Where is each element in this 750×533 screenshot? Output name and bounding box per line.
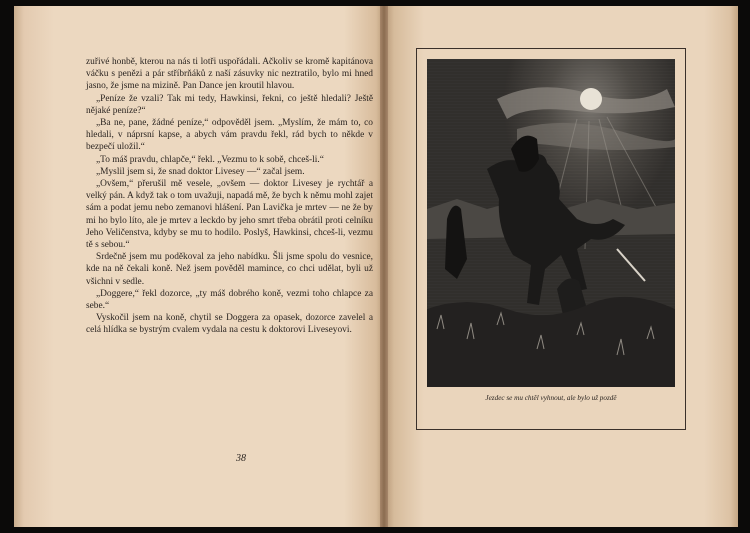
paragraph: „Doggere,“ řekl dozorce, „ty máš dobrého koně, vezmi toho chlapce za sebe.“	[86, 288, 373, 312]
paragraph: „Myslil jsem si, že snad doktor Livesey —“ začal jsem.	[96, 166, 305, 177]
engraving-illustration	[427, 59, 675, 387]
right-page	[384, 6, 738, 527]
paragraph: Srdečně jsem mu poděkoval za jeho nabídku. Šli jsme spolu do vesnice, kde na ně čekali koně. Než jsem pověděl mamince, co chci udělat, byli už všichni v sedle.	[86, 252, 373, 287]
illustration-caption: Jezdec se mu chtěl vyhnout, ale bylo už pozdě	[485, 394, 617, 402]
night-rider-engraving	[427, 59, 675, 387]
paragraph: „To máš pravdu, chlapče,“ řekl. „Vezmu to k sobě, chceš-li.“	[96, 154, 324, 165]
page-number: 38	[236, 453, 246, 464]
moon	[580, 88, 602, 110]
paragraph: „Ba ne, pane, žádné peníze,“ odpověděl jsem. „Myslím, že mám to, co hledali, v náprsní kapse, a abych vám pravdu řekl, rád bych to někde v bezpečí uložil.“	[86, 118, 373, 153]
book-gutter	[380, 6, 388, 527]
book-spread	[14, 6, 738, 527]
paragraph: „Peníze že vzali? Tak mi tedy, Hawkinsi, řekni, co ještě hledali? Ještě nějaké peníze?“	[86, 93, 373, 116]
left-page	[14, 6, 384, 527]
paragraph: zuřivé honbě, kterou na nás ti lotři uspořádali. Ačkoliv se kromě kapitánova váčku s penězi a pár stříbrňáků z naší zásuvky nic neztratilo, bylo mi hned jasno, že jsme na mizině. Pan Dance jen kroutil hlavou.	[86, 57, 373, 92]
illustration-frame	[416, 48, 686, 430]
paragraph: Vyskočil jsem na koně, chytil se Doggera za opasek, dozorce zavelel a celá hlídka se bystrým cvalem vydala na cestu k doktorovi Liveseyovi.	[86, 313, 373, 336]
paragraph: „Ovšem,“ přerušil mě vesele, „ovšem — doktor Livesey je rychtář a velký pán. A když tak o tom uvažuji, napadá mě, že bych k němu mohl zajet sám a podat jemu nebo zemanovi hlášení. Pan Lavička je mrtev — ne že by mi ho bylo líto, ale je mrtev a leckdo by jeho smrt třeba obrátil proti celníku Jeho Veličenstva, kdyby se mu to hodilo. Poslyš, Hawkinsi, chceš-li, vezmu tě s sebou.“	[86, 179, 373, 251]
body-text	[86, 56, 373, 337]
